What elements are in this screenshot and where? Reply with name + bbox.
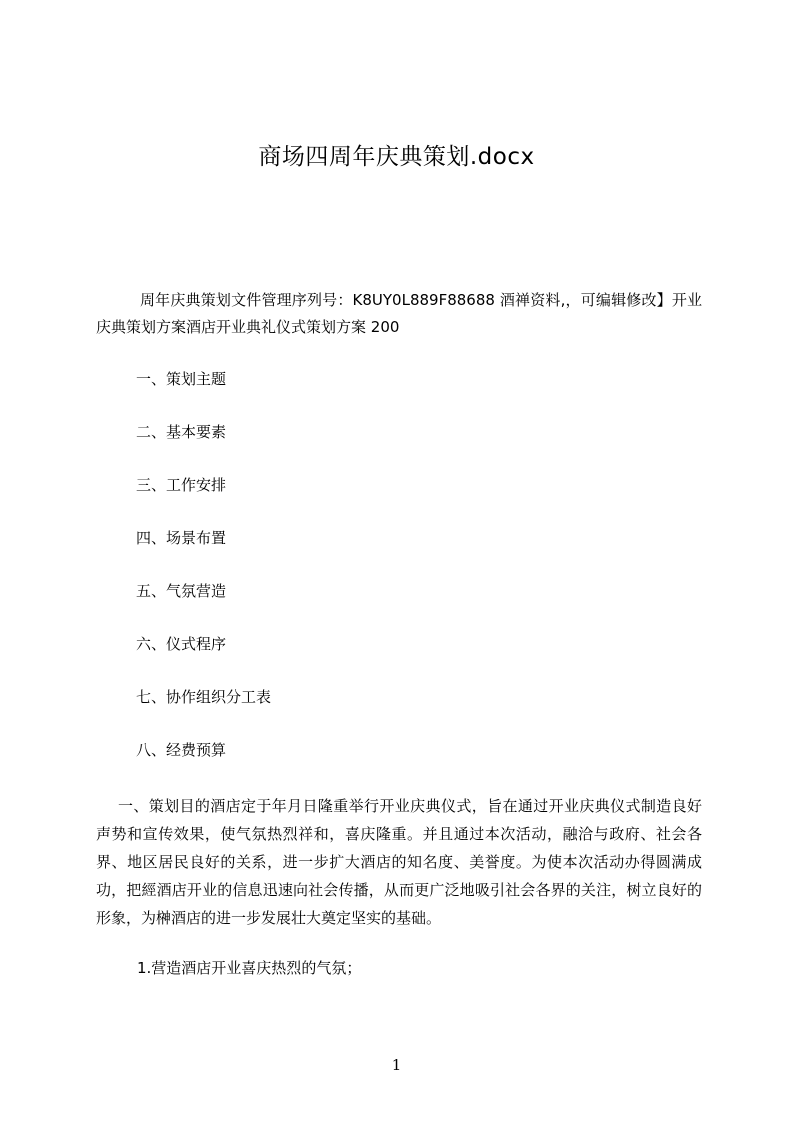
- purpose-paragraph: 一、策划目的酒店定于年月日隆重举行开业庆典仪式，旨在通过开业庆典仪式制造良好声势和宣传效果，使气氛热烈祥和，喜庆隆重。并且通过本次活动，融洽与政府、社会各界、地区居民良好的关系，进一步扩大酒店的知名度、美誉度。为使本次活动办得圆满成功，把經酒店开业的信息迅速向社会传播，从而更广泛地吸引社会各界的关注，树立良好的形象，为榊酒店的进一步发展壮大奠定坚实的基础。: [96, 797, 702, 927]
- goal-item-1: 1.营造酒店开业喜庆热烈的气氛；: [137, 959, 362, 977]
- section-outline: [136, 366, 271, 790]
- intro-paragraph: 周年庆典策划文件管理序列号：K8UY0L889F88688 酒禅资料,，可编辑修改】开业庆典策划方案酒店开业典礼仪式策划方案 200: [96, 291, 702, 336]
- section-heading-6: 六、仪式程序: [136, 635, 227, 653]
- section-heading-7: 七、协作组织分工表: [136, 688, 272, 706]
- section-heading-1: 一、策划主题: [136, 370, 227, 388]
- section-heading-2: 二、基本要素: [136, 423, 227, 441]
- section-heading-4: 四、场景布置: [136, 529, 227, 547]
- section-heading-8: 八、经费预算: [136, 741, 227, 759]
- section-heading-3: 三、工作安排: [136, 476, 227, 494]
- page-number: 1: [391, 1056, 402, 1074]
- section-heading-5: 五、气氛营造: [136, 582, 227, 600]
- document-title: 商场四周年庆典策划.docx: [258, 144, 535, 170]
